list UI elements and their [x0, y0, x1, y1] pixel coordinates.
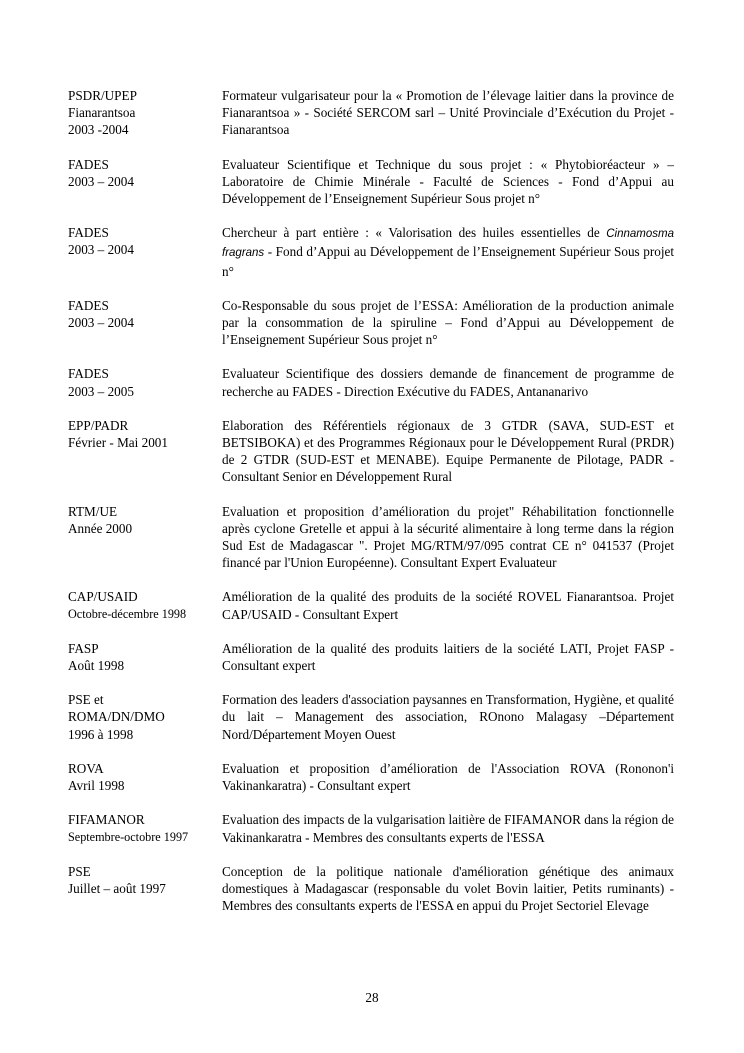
entry-org-line: Juillet – août 1997	[68, 880, 166, 896]
entry-organization	[68, 760, 222, 794]
experience-entry	[68, 811, 674, 845]
experience-entry	[68, 224, 674, 280]
entry-description-part: Chercheur à part entière : « Valorisation des huiles essentielles de	[222, 225, 607, 241]
entry-org-line: FASP	[68, 640, 99, 656]
entry-org-line: EPP/PADR	[68, 417, 129, 433]
entry-organization	[68, 503, 222, 572]
entry-organization	[68, 87, 222, 139]
entry-description: Conception de la politique nationale d'amélioration génétique des animaux domestiques à Madagascar (responsable du volet Bovin laitier, Petits ruminants) - Membres des consultants experts de l'ESSA en appui du Projet Sectoriel Elevage	[222, 863, 674, 914]
entry-description: Evaluation et proposition d’amélioration de l'Association ROVA (Rononon'i Vakinankaratra) - Consultant expert	[222, 760, 674, 794]
experience-entry	[68, 503, 674, 572]
entry-org-line: 2003 – 2004	[68, 242, 134, 258]
entry-org-line: 2003 – 2004	[68, 173, 134, 189]
entry-org-line: ROMA/DN/DMO	[68, 709, 165, 725]
entry-org-line: CAP/USAID	[68, 589, 138, 605]
entry-org-line: PSDR/UPEP	[68, 88, 137, 103]
entry-org-line: PSE et	[68, 692, 104, 708]
experience-entry	[68, 691, 674, 743]
entry-organization	[68, 811, 222, 845]
entry-description: Evaluation et proposition d’amélioration du projet" Réhabilitation fonctionnelle après cyclone Gretelle et appui à la sécurité alimentaire à long terme dans la région Sud Est de Madagascar ". Projet MG/RTM/97/095 contrat CE n° 041537 (Projet financé par l'Union Européenne). Consultant Expert Evaluateur	[222, 503, 674, 571]
experience-entry	[68, 863, 674, 915]
entry-organization	[68, 297, 222, 349]
entry-organization	[68, 365, 222, 399]
entry-organization	[68, 863, 222, 915]
entry-org-line: Septembre-octobre 1997	[68, 829, 189, 844]
entry-org-line: FADES	[68, 156, 109, 172]
entry-description: Evaluateur Scientifique des dossiers demande de financement de programme de recherche au FADES - Direction Exécutive du FADES, Antananarivo	[222, 366, 674, 399]
entry-organization	[68, 224, 222, 280]
cv-experience-list	[68, 87, 674, 931]
experience-entry	[68, 297, 674, 349]
entry-description: Evaluateur Scientifique et Technique du sous projet : « Phytobioréacteur » –Laboratoire de Chimie Minérale - Faculté de Sciences - Fond d’Appui au Développement de l’Enseignement Supérieur Sous projet n°	[222, 156, 674, 207]
entry-org-line: FADES	[68, 297, 109, 313]
entry-description: Elaboration des Référentiels régionaux de 3 GTDR (SAVA, SUD-EST et BETSIBOKA) et des Programmes Régionaux pour le Développement Rural (PRDR) de 2 GTDR (SUD-EST et MENABE). Equipe Permanente de Pilotage, PADR - Consultant Senior en Développement Rural	[222, 417, 674, 485]
experience-entry	[68, 156, 674, 208]
entry-description	[222, 224, 674, 280]
entry-organization	[68, 691, 222, 743]
entry-org-line: 2003 – 2005	[68, 383, 134, 399]
experience-entry	[68, 417, 674, 486]
entry-description: Amélioration de la qualité des produits de la société ROVEL Fianarantsoa. Projet CAP/USAID - Consultant Expert	[222, 589, 674, 622]
experience-entry	[68, 365, 674, 399]
entry-org-line: PSE	[68, 863, 91, 879]
experience-entry	[68, 588, 674, 622]
entry-description-part: - Fond d’Appui au Développement de l’Enseignement Supérieur Sous projet n°	[222, 244, 674, 279]
entry-description: Formateur vulgarisateur pour la « Promotion de l’élevage laitier dans la province de Fianarantsoa » - Société SERCOM sarl – Unité Provinciale d’Exécution du Projet - Fianarantsoa	[222, 88, 674, 138]
entry-description: Formation des leaders d'association paysannes en Transformation, Hygiène, et qualité du lait – Management des association, ROnono Malagasy –Département Nord/Département Moyen Ouest	[222, 692, 674, 742]
species-name-italic: Cinnamosma fragrans	[222, 228, 674, 260]
entry-org-line: 1996 à 1998	[68, 726, 134, 742]
experience-entry	[68, 760, 674, 794]
entry-org-line: RTM/UE	[68, 503, 118, 519]
entry-org-line: FADES	[68, 225, 109, 241]
entry-description: Evaluation des impacts de la vulgarisation laitière de FIFAMANOR dans la région de Vakinankaratra - Membres des consultants experts de l'ESSA	[222, 812, 674, 845]
entry-org-line: Année 2000	[68, 520, 133, 536]
entry-description: Co-Responsable du sous projet de l’ESSA: Amélioration de la production animale par la consommation de la spiruline – Fond d’Appui au Développement de l’Enseignement Supérieur Sous projet n°	[222, 297, 674, 348]
entry-org-line: Août 1998	[68, 658, 125, 674]
experience-entry	[68, 640, 674, 674]
entry-org-line: FIFAMANOR	[68, 812, 145, 828]
entry-organization	[68, 588, 222, 622]
page-number: 28	[365, 990, 379, 1005]
entry-description: Amélioration de la qualité des produits laitiers de la société LATI, Projet FASP - Consultant expert	[222, 640, 674, 674]
entry-org-line: ROVA	[68, 760, 104, 776]
entry-org-line: Février - Mai 2001	[68, 435, 168, 451]
entry-org-line: 2003 -2004	[68, 122, 129, 138]
entry-org-line: Octobre-décembre 1998	[68, 606, 187, 621]
entry-org-line: FADES	[68, 366, 109, 382]
entry-org-line: Avril 1998	[68, 778, 125, 794]
entry-org-line: Fianarantsoa	[68, 105, 136, 121]
entry-organization	[68, 156, 222, 208]
entry-org-line: 2003 – 2004	[68, 315, 134, 331]
entry-organization	[68, 640, 222, 674]
entry-organization	[68, 417, 222, 486]
experience-entry	[68, 87, 674, 139]
